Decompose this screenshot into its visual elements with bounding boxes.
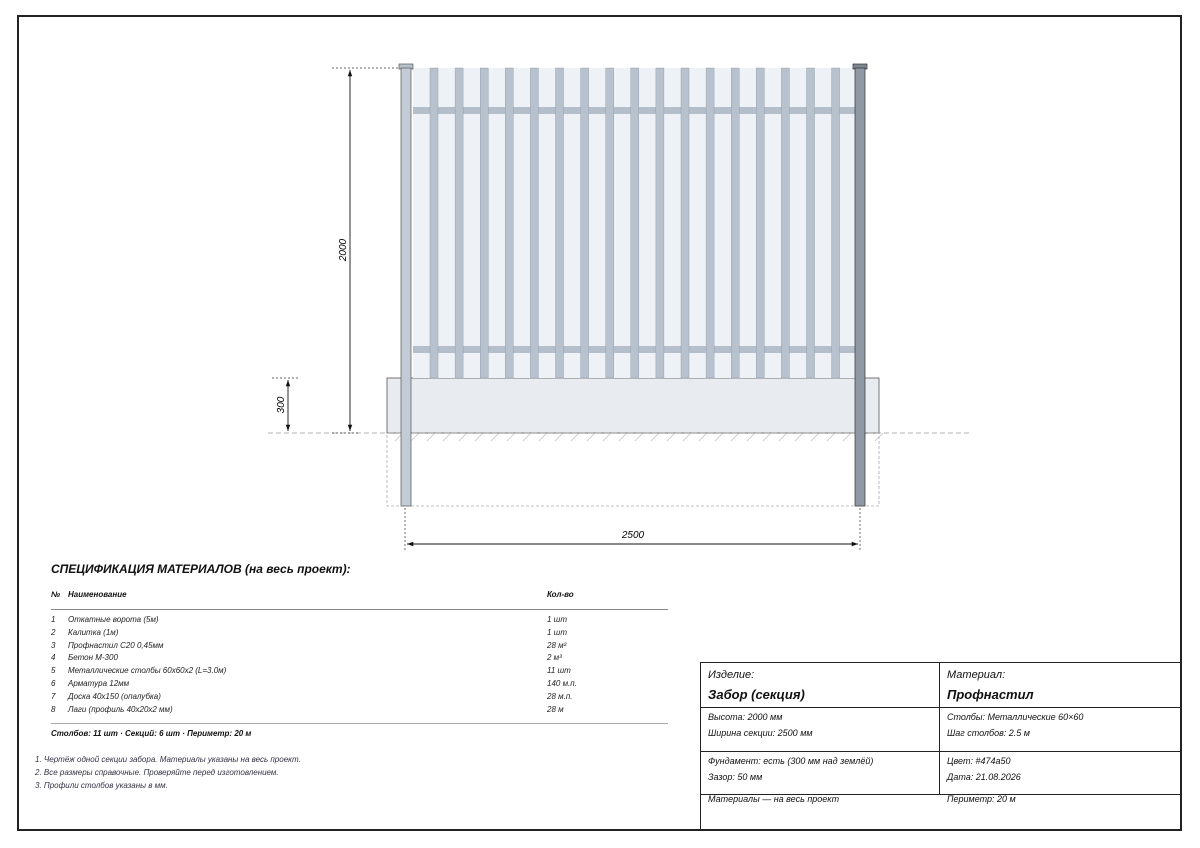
spec-row-qty: 140 м.п. [547,678,577,688]
product-label: Изделие: [708,669,755,681]
ground-hatch-line [795,433,803,441]
fence-picket [681,68,689,378]
ground-hatch-line [555,433,563,441]
perimeter-value: Периметр: 20 м [947,794,1016,804]
spec-row [51,627,668,640]
spec-row-name: Профнастил С20 0,45мм [68,640,164,650]
spec-row-qty: 28 м [547,704,564,714]
ground-hatch-line [747,433,755,441]
fence-picket [756,68,764,378]
fence-picket [505,68,513,378]
specification-header [51,590,668,610]
fence-picket [807,68,815,378]
ground-hatch-line [827,433,835,441]
ground-hatch-line [571,433,579,441]
fence-picket [781,68,789,378]
ground-hatch-line [763,433,771,441]
ground-hatch-line [715,433,723,441]
spec-row-name: Бетон М-300 [68,653,118,663]
fence-picket [606,68,614,378]
spec-row-qty: 2 м³ [547,653,562,663]
spec-row-num: 4 [51,653,56,663]
spec-row [51,678,668,691]
ground-hatch-line [779,433,787,441]
posts-value: Столбы: Металлические 60×60 [947,712,1084,722]
fence-picket [556,68,564,378]
left-post [399,64,413,506]
fence-picket [455,68,463,378]
fence-picket [706,68,714,378]
spec-row-name: Лаги (профиль 40х20х2 мм) [68,704,173,714]
dimension-section-width [405,508,860,550]
spec-row [51,691,668,704]
spec-row-name: Металлические столбы 60х60х2 (L=3.0м) [68,666,227,676]
material-label: Материал: [947,669,1006,681]
column-qty: Кол-во [547,590,574,599]
spec-row [51,652,668,665]
material-value: Профнастил [947,687,1034,702]
ground-hatch-line [683,433,691,441]
fence-picket [731,68,739,378]
spec-row-qty: 28 м.п. [547,691,573,701]
ground-hatch-line [635,433,643,441]
ground-hatch-line [699,433,707,441]
drawing-notes [35,753,301,792]
fence-picket [656,68,664,378]
spec-row-name: Откатные ворота (5м) [68,615,159,624]
spec-row-num: 1 [51,615,56,624]
materials-note: Материалы — на весь проект [708,794,840,804]
ground-hatch-line [843,433,851,441]
ground-hatch-line [619,433,627,441]
ground-hatch-line [651,433,659,441]
column-name: Наименование [68,590,127,599]
right-post [853,64,867,506]
specification-title: СПЕЦИФИКАЦИЯ МАТЕРИАЛОВ (на весь проект): [51,562,351,576]
column-num: № [51,590,61,599]
note-1: 1. Чертёж одной секции забора. Материалы указаны на весь проект. [35,755,301,764]
fence-picket [530,68,538,378]
ground-hatch-line [411,433,419,441]
ground-hatch-line [507,433,515,441]
spec-row-num: 2 [51,627,56,637]
note-2: 2. Все размеры справочные. Проверяйте перед изготовлением. [35,768,279,777]
foundation-value: Фундамент: есть (300 мм над землёй) [708,756,874,766]
spec-row-qty: 1 шт [547,627,567,637]
specification-rows [51,610,668,724]
ground-hatch-line [811,433,819,441]
ground-hatch-line [459,433,467,441]
ground-hatch-line [667,433,675,441]
specification-summary: Столбов: 11 шт · Секций: 6 шт · Периметр: 20 м [51,729,252,739]
post-step-value: Шаг столбов: 2.5 м [947,728,1030,738]
ground-hatching [395,433,883,441]
spec-row-num: 7 [51,691,56,701]
spec-row-num: 3 [51,640,56,650]
ground-hatch-line [539,433,547,441]
gap-value: Зазор: 50 мм [708,772,763,782]
spec-row [51,614,668,627]
height-value: Высота: 2000 мм [708,712,783,722]
ground-hatch-line [875,433,883,441]
spec-row-name: Калитка (1м) [68,627,119,637]
spec-row-num: 6 [51,678,56,688]
spec-row-qty: 1 шт [547,615,567,624]
fence-picket [581,68,589,378]
spec-row [51,704,668,717]
ground-hatch-line [475,433,483,441]
dimension-height-foundation [272,378,300,431]
materials-specification [51,562,668,738]
dimension-section-width-label: 2500 [621,530,645,541]
ground-hatch-line [603,433,611,441]
dimension-height-foundation-label: 300 [276,396,287,414]
spec-row [51,640,668,653]
fence-picket [480,68,488,378]
spec-row-name: Доска 40х150 (опалубка) [68,691,161,701]
fence-picket [430,68,438,378]
section-width-value: Ширина секции: 2500 мм [708,728,813,738]
foundation-strip [387,378,879,433]
color-value: Цвет: #474a50 [947,756,1011,766]
fence-picket [631,68,639,378]
spec-row [51,665,668,678]
ground-hatch-line [523,433,531,441]
foundation-underground-outline [387,433,879,506]
ground-hatch-line [587,433,595,441]
spec-row-qty: 28 м² [547,640,567,650]
fence-picket [832,68,840,378]
dimension-height-total-label: 2000 [338,238,349,262]
spec-row-name: Арматура 12мм [68,678,130,688]
ground-hatch-line [427,433,435,441]
ground-hatch-line [443,433,451,441]
title-block [700,662,1181,830]
spec-row-num: 8 [51,704,56,714]
ground-hatch-line [491,433,499,441]
note-3: 3. Профили столбов указаны в мм. [35,781,168,790]
spec-row-qty: 11 шт [547,666,571,676]
spec-row-num: 5 [51,666,56,676]
product-value: Забор (секция) [708,687,805,702]
date-value: Дата: 21.08.2026 [947,772,1021,782]
ground-hatch-line [731,433,739,441]
